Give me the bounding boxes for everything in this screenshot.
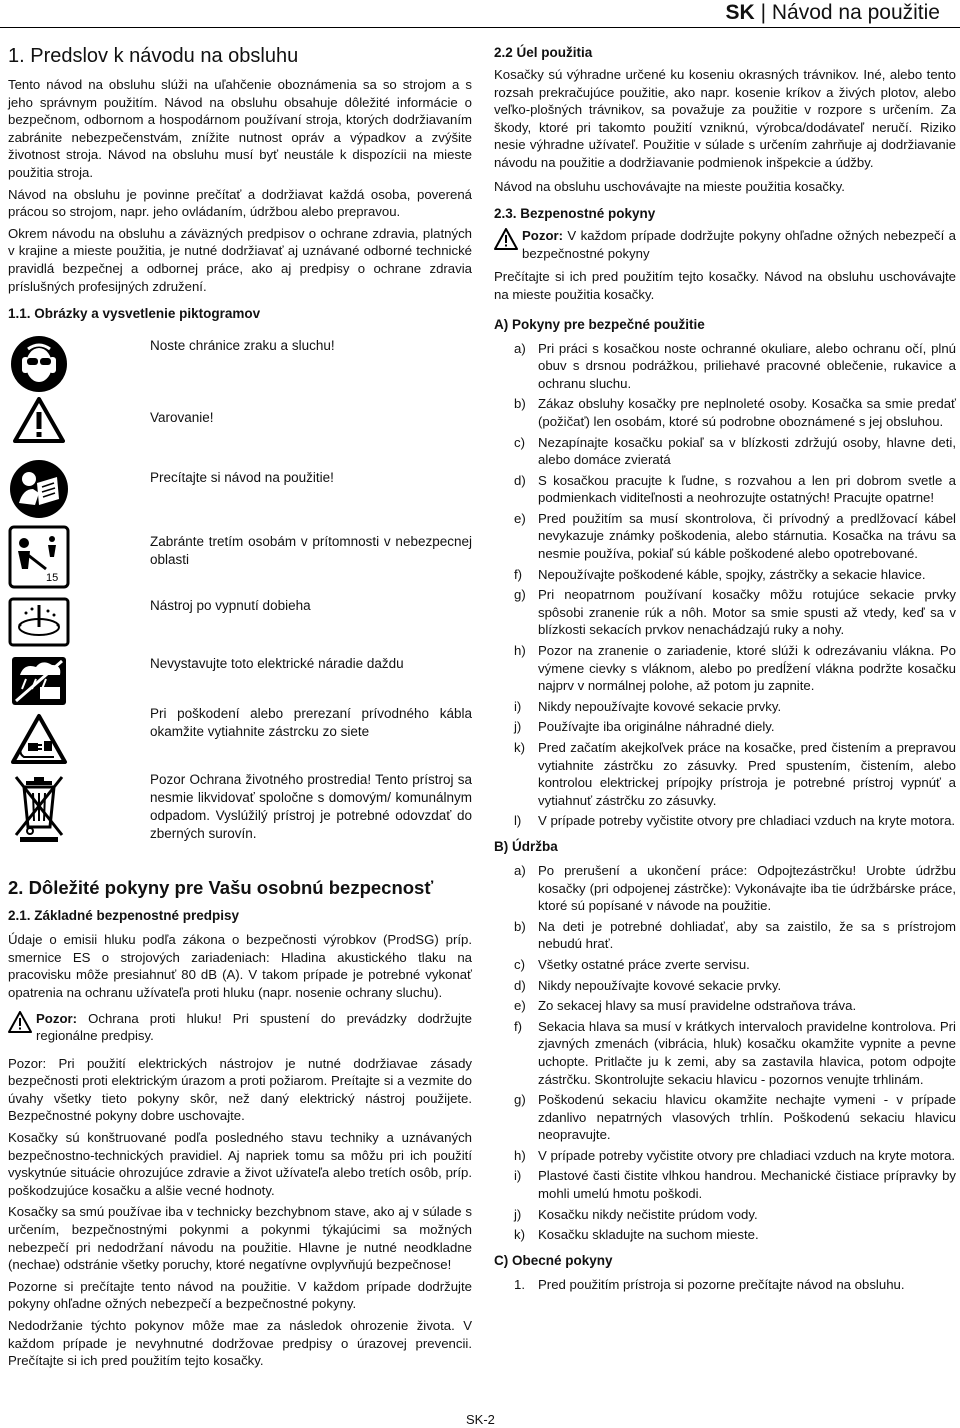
list-item-text: Všetky ostatné práce zverte servisu. [538,956,750,972]
list-item-marker: c) [514,434,525,450]
section-2-2-title: 2.2 Úel použitia [494,45,593,60]
list-item-text: Poškodenú sekaciu hlavicu okamžite nechajte vymeni - v prípade zdanlivo nepatrných vlasových trhlín. Poškodenú sekaciu hlavicu neopravujte. [538,1092,956,1143]
list-item [494,956,956,974]
list-item [494,1226,956,1244]
list-item [494,642,956,695]
list-item-marker: i) [514,1168,522,1184]
section-2-1-paragraph-5: Pozorne si prečítajte tento návod na použitie. V každom prípade dodržujte pokyny ohľadne ožných nebezpečí a bezpečnostné pokyny. [8,1278,472,1312]
list-item [494,698,956,716]
list-item-text: Nepoužívajte poškodené káble, spojky, zástrčky a sekacie hlavice. [538,566,926,582]
pictogram-row [8,706,472,773]
list-item-marker: b) [514,918,526,934]
list-item-text: Pred použitím prístroja si pozorne prečítajte návod na obsluhu. [538,1276,905,1292]
section-2-2-paragraph-2: Návod na obsluhu uschovávajte na mieste použitia kosačky. [494,178,845,194]
svg-text:15: 15 [46,572,59,585]
list-item [494,1091,956,1144]
section-2-1-paragraph-1: Údaje o emisii hluku podľa zákona o bezpečnosti výrobkov (ProdSG) príp. smernice ES o strojových zariadeniach: Hladina akustického tlaku na pracovisku môže presiahnuť 80 dB (A). V takom prípade je potrebné vykonať opatrenia na ochranu užívateľa proti hluku (napr. nosenie ochrany sluchu). [8,932,472,1000]
list-item-marker: i) [514,698,522,714]
header-title: Návod na použitie [771,1,940,24]
list-item-marker: b) [514,396,526,412]
list-item-text: Pred začatím akejkoľvek práce na kosačke, pred čistením a prepravou vytiahnite zástrčku zo zásuvky. Pred spustením, čistením, alebo kontrolou elektrickej prípojky prístroja je potrebné prístroj vypnúť a vytiahnuť zástrčku zo zásuvky. [538,740,956,808]
list-item-text: V prípade potreby vyčistite otvory pre chladiaci vzduch na kryte motora. [538,813,956,829]
pictogram-text: Noste chránice zraku a sluchu! [150,338,335,354]
list-item-marker: f) [514,1018,523,1034]
list-item-marker: k) [514,740,525,755]
list-item-marker: k) [514,1227,525,1243]
list-item [494,1167,956,1202]
list-item-marker: a) [514,340,526,356]
list-item-text: Po prerušení a ukončení práce: Odpojtezástrčku! Urobte údržbu kosačky (pri odpojenej zástrčke): Vykonávajte iba tie údržbárske práce, ktoré sú popísané v návode na použitie. [538,862,956,914]
list-a [494,340,956,830]
list-item [494,862,956,915]
pictogram-text: Nevystavujte toto elektrické náradie daždu [150,656,404,672]
section-1-title: 1. Predslov k návodu na obsluhu [8,45,299,67]
list-item [494,472,956,507]
list-item [494,1018,956,1088]
keep-bystanders-away-icon [8,525,70,589]
list-b-title: B) Údržba [494,838,558,854]
list-item-text: Plastové časti čistite vlhkou handrou. Mechanické čistiace prípravky by mohli umelú hmotu poškodi. [538,1168,956,1202]
warning-body: Ochrana proti hluku! Pri spustení do prevádzky dodržujte regionálne predpisy. [36,1010,472,1044]
list-item-marker: h) [514,1147,526,1163]
warning-label: Pozor: [522,228,564,244]
section-1-1-title: 1.1. Obrázky a vysvetlenie piktogramov [8,306,261,322]
list-item-marker: d) [514,472,526,488]
safety-warning-text [522,227,956,262]
list-item-text: Kosačku nikdy nečistite prúdom vody. [538,1206,758,1222]
safety-warning [494,227,956,262]
warning-label: Pozor: [36,1010,78,1026]
list-item-text: Používajte iba originálne náhradné diely. [538,719,775,735]
rotating-blade-icon [8,597,70,647]
header-rule [0,27,960,28]
warning-body: V každom prípade dodržujte pokyny ohľadne ožných nebezpečí a bezpečnostné pokyny [522,228,956,261]
page-number: SK-2 [466,1412,495,1427]
list-item-text: Nezapínajte kosačku pokiaľ sa v blízkosti zdržujú osoby, hlavne deti, alebo domáce zvieratá [538,434,956,468]
pictogram-text: Pri poškodení alebo prerezaní prívodného kábla okamžite vytiahnite zástrcku zo siete [150,706,472,740]
pictogram-row [8,773,472,877]
list-a-title: A) Pokyny pre bezpečné použitie [494,316,705,332]
section-2-1-paragraph-4: Kosačky sa smú používae iba v technicky bezchybnom stave, ako aj v súlade s určením, bezpečnostnými pokynmi a pokynmi týkajúcimi sa možných nebezpečí pri nedodržaní návodu na použitie. Hlavne je nutné neodkladne (nechae) odstránie všetky poruchy, ktoré negatívne ovplyvňujú bezpečnose! [8,1204,472,1273]
pictogram-row [8,597,472,655]
warning-triangle-icon [8,1011,36,1038]
list-item [494,586,956,639]
read-manual-icon [8,459,70,519]
noise-warning-text [36,1010,472,1045]
list-item-text: Sekacia hlava sa musí v krátkych intervaloch pravidelne kontrolova. Pri zjavných zmenách (vibrácia, hluk) kosačku okamžite vypnite a pevne uchopte. Pritlačte ju k zemi, aby sa zastavila hlavica, potom odpojte zástrčku. Skontrolujte sekaciu hlavicu - pozornos venujte trhlinám. [538,1018,956,1087]
list-item [494,566,956,584]
list-item [494,340,956,393]
list-item [494,997,956,1015]
list-item-text: Pri práci s kosačkou noste ochranné okuliare, alebo ochranu očí, plnú obuv s drsnou podrážkou, priliehavé pracovné oblečenie, rukavice a ochranu sluchu. [538,340,956,391]
pictogram-text: Varovanie! [150,410,214,426]
left-column [8,44,472,1374]
list-item [494,1147,956,1165]
pictogram-row [8,525,472,597]
list-item-text: V prípade potreby vyčistite otvory pre chladiaci vzduch na kryte motora. [538,1147,956,1163]
list-item-marker: 1. [514,1276,525,1292]
list-item-text: Pred použitím sa musí skontrolova, či prívodný a predlžovací kábel nevykazuje známky poškodenia, alebo stárnutia. Kosačka na trávu sa nesmie používa, pokiaľ sú káble poškodené alebo opotrebované. [538,510,956,562]
section-1-paragraph-1: Tento návod na obsluhu slúži na uľahčenie oboznámenia sa so strojom a s jeho správnym použitím. Návod na obsluhu obsahuje dôležité informácie o bezpečnom, odbornom a hospodárnom používaní stroja, ktorých dodržiavaním zabránite nebezpečenstvám, znížite nutnost opráv a výpadkov a zvýšite životnost stroja. Návod na obsluhu musí byť neustále k dispozícii na mieste použitia stroja. [8,77,472,180]
section-2-1-title: 2.1. Základné bezpenostné predpisy [8,908,240,924]
header-separator: | [760,1,767,24]
list-item [494,812,956,830]
pictogram-text: Precítajte si návod na použitie! [150,470,334,486]
list-c [494,1276,956,1294]
unplug-cable-icon [8,713,70,765]
list-item-marker: d) [514,977,526,993]
warning-triangle-icon [494,228,522,255]
list-item-marker: j) [514,719,522,735]
section-1-paragraph-3: Okrem návodu na obsluhu a záväzných predpisov o ochrane zdravia, platných v krajine a mieste použitia, je nutné dodržiavať aj uznávané odborné technické pravidlá bezpečnej a odbornej práce, ako aj predpisy o ochrane zdravia príslušných profesijných združení. [8,225,472,294]
list-item [494,395,956,430]
list-item-marker: a) [514,862,526,878]
pictogram-text: Nástroj po vypnutí dobieha [150,598,311,614]
list-item-marker: l) [514,813,522,829]
section-1-paragraph-2: Návod na obsluhu je povinne prečítať a dodržiavat každá osoba, poverená prácou so strojom, napr. jeho ovládaním, údržbou alebo prepravou. [8,186,472,220]
list-item [494,1206,956,1224]
section-2-2-paragraph-1: Kosačky sú výhradne určené ku koseniu okrasných trávnikov. Iné, alebo tento rozsah prekračujúce použitie, ako napr. kosenie kríkov a živých plotov, alebo veľko-plošných trávnikov, sa považuje za použitie v rozpore s určením. Za škody, ktoré pri takomto použití vzniknú, výrobca/dodávateľ neručí. Riziko nesie výhradne užívateľ. Použitie v súlade s určením zahrňuje aj dodržiavanie návodu na použitie a dodržiavanie podmienok inšpekcie a údžby. [494,67,956,170]
list-item [494,1276,956,1294]
crossed-bin-icon [8,773,70,845]
list-item-marker: h) [514,643,526,659]
list-item-marker: e) [514,998,526,1014]
section-2-title: 2. Dôležité pokyny pre Vašu osobnú bezpecnosť [8,877,434,899]
pictogram-row [8,397,472,459]
section-2-3-paragraph-1: Prečítajte si ich pred použitím tejto kosačky. Návod na obsluhu uschovávajte na mieste použitia kosačky. [494,269,956,302]
pictogram-row [8,459,472,525]
list-c-title: C) Obecné pokyny [494,1252,613,1268]
page-header [726,0,940,34]
list-item [494,918,956,953]
language-code: SK [725,1,755,24]
list-item-marker: e) [514,510,526,526]
section-2-1-paragraph-6: Nedodržanie týchto pokynov môže mae za následok ohrozenie života. V každom prípade je nevyhnutné dodržovae predpisy o úrazovej prevencii. Prečítajte si ich pred použitím tejto kosačky. [8,1318,472,1369]
list-item [494,434,956,469]
list-item-text: Zákaz obsluhy kosačky pre neplnoleté osoby. Kosačka sa smie predať (požičať) len osobám, ktoré sú podrobne oboznámené s jej obsluhou. [538,396,956,429]
list-item-marker: j) [514,1206,522,1222]
list-item-text: Pozor na zranenie o zariadenie, ktoré slúži k odrezávaniu vlákna. Po výmene cievky s vláknom, alebo po predĺžení vlákna podržte kosačku najprv v normálnej polohe, až potom ju zapnite. [538,643,956,694]
list-item-marker: c) [514,956,525,972]
section-2-3-title: 2.3. Bezpenostné pokyny [494,206,656,222]
list-b [494,862,956,1244]
list-item [494,977,956,995]
list-item [494,718,956,736]
list-item-text: Pri neopatrnom používaní kosačky môžu rotujúce sekacie prvky spôsobi zranenie rúk a nôh. Motor sa smie spusti až vtedy, keď sa v blízkosti sekacích prvkov nenachádzajú ruky a nohy. [538,587,956,638]
pictogram-text: Zabránte tretím osobám v prítomnosti v nebezpecnej oblasti [150,534,472,568]
list-item-marker: g) [514,1092,526,1108]
section-2-1-paragraph-2: Pozor: Pri použití elektrických nástrojov je nutné dodržiavae zásady bezpečnosti proti elektrickým úrazom a proti požiarom. Preítajte si a vezmite do úvahy všetky tieto pokyny skôr, než daný elektrický nástroj použijete. Bezpečnostné pokyny dobre uschovajte. [8,1055,472,1124]
noise-warning [8,1010,472,1045]
list-item-text: Zo sekacej hlavy sa musí pravidelne odstraňova tráva. [538,998,857,1014]
list-item-text: Nikdy nepoužívajte kovové sekacie prvky. [538,698,782,714]
goggles-earmuffs-icon [8,335,70,393]
list-item-text: Nikdy nepoužívajte kovové sekacie prvky. [538,977,782,993]
pictogram-text: Pozor Ochrana životného prostredia! Tento prístroj sa nesmie likvidovať spoločne s domovým/ komunálnym odpadom. Vyslúžilý prístroj je potrebné odovzdať do zberných surovín. [150,772,472,842]
right-column [494,44,956,1297]
no-rain-icon [8,655,70,707]
list-item-text: S kosačkou pracujte k ľudne, s rozvahou a len pri dobrom svetle a podmienkach viditeľnosti a neohrozujte ostatných! Pracujte opatrne! [538,472,956,506]
list-item [494,510,956,563]
section-2-1-paragraph-3: Kosačky sú konštruované podľa posledného stavu techniky a uznávaných bezpečnostno-technických pravidiel. Aj napriek tomu sa môžu pri ich použití vyskytnúe situácie ohrozujúce zdravie a život užívateľa alebo tretích osôb, príp. poškodzujúce kosačku a alšie vecné hodnoty. [8,1130,472,1198]
warning-triangle-icon [8,397,70,443]
list-item [494,739,956,809]
list-item-text: Na deti je potrebné dohliadať, aby sa zaistilo, že sa s prístrojom nebudú hrať. [538,918,956,952]
list-item-marker: g) [514,587,526,603]
list-item-text: Kosačku skladujte na suchom mieste. [538,1227,759,1243]
list-item-marker: f) [514,566,523,582]
pictogram-row [8,335,472,397]
